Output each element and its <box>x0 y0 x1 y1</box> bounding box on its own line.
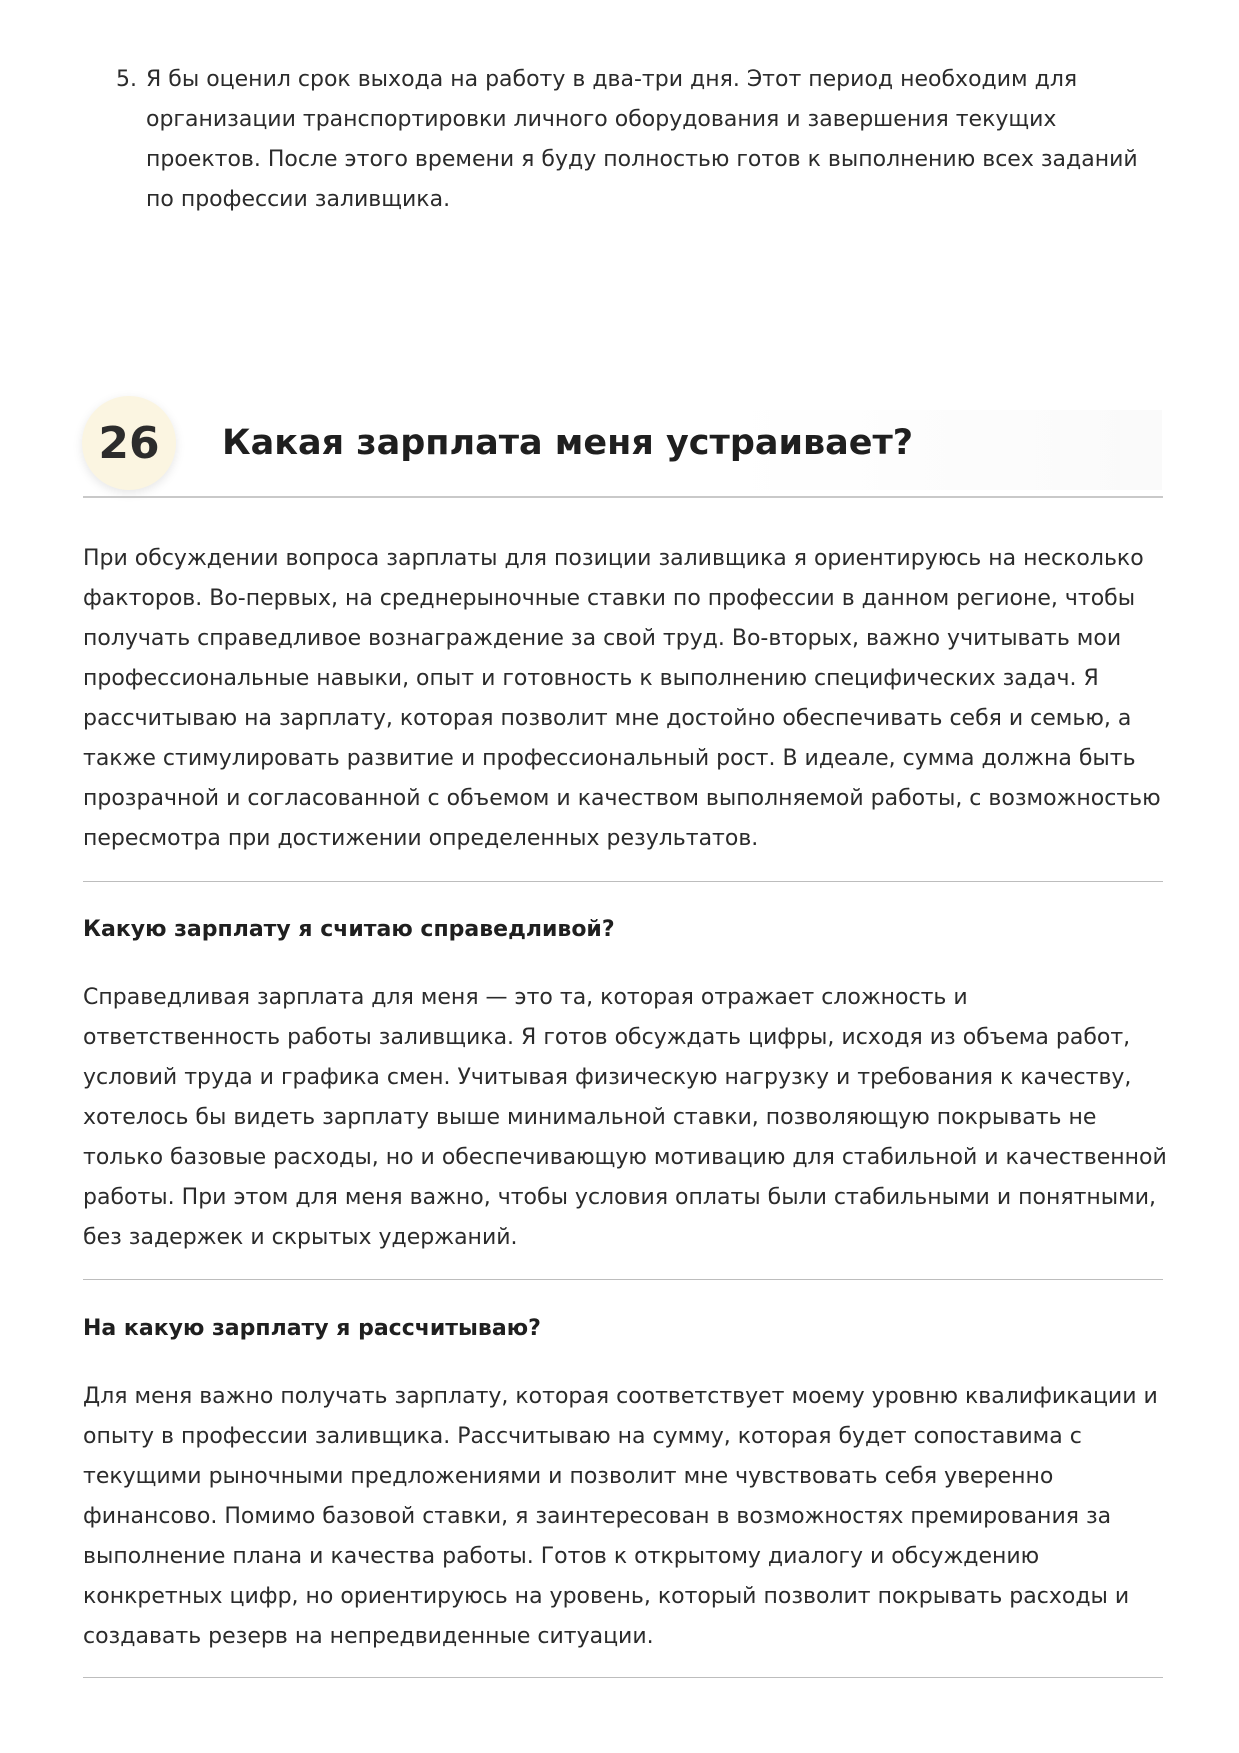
section-number-badge: 26 <box>82 396 176 490</box>
section-divider <box>83 496 1163 498</box>
section-header <box>82 392 1162 502</box>
subsection-body-fair-salary: Справедливая зарплата для меня — это та, которая отражает сложность и ответственность работы заливщика. Я готов обсуждать цифры, исходя из объема работ, условий труда и графика смен. Учитывая физическую нагрузку и требования к качеству, хотелось бы видеть зарплату выше минимальной ставки, позволяющую покрывать не только базовые расходы, но и обеспечивающую мотивацию для стабильной и качественной работы. При этом для меня важно, чтобы условия оплаты были стабильными и понятными, без задержек и скрытых удержаний. <box>83 985 1167 1250</box>
divider <box>83 881 1163 882</box>
divider <box>83 1677 1163 1678</box>
list-item-number: 5. <box>116 67 137 92</box>
divider <box>83 1279 1163 1280</box>
list-item-5 <box>116 60 1146 220</box>
subsection-body-expected-salary: Для меня важно получать зарплату, которая соответствует моему уровню квалификации и опыту в профессии заливщика. Рассчитываю на сумму, которая будет сопоставима с текущими рыночными предложениями и позволит мне чувствовать себя уверенно финансово. Помимо базовой ставки, я заинтересован в возможностях премирования за выполнение плана и качества работы. Готов к открытому диалогу и обсуждению конкретных цифр, но ориентируюсь на уровень, который позволит покрывать расходы и создавать резерв на непредвиденные ситуации. <box>83 1384 1158 1649</box>
subsection-heading-fair-salary: Какую зарплату я считаю справедливой? <box>83 917 615 942</box>
subsection-heading-expected-salary: На какую зарплату я рассчитываю? <box>83 1316 541 1341</box>
section-title: Какая зарплата меня устраивает? <box>222 423 914 463</box>
intro-paragraph: При обсуждении вопроса зарплаты для позиции заливщика я ориентируюсь на несколько факторов. Во-первых, на среднерыночные ставки по профессии в данном регионе, чтобы получать справедливое вознаграждение за свой труд. Во-вторых, важно учитывать мои профессиональные навыки, опыт и готовность к выполнению специфических задач. Я рассчитываю на зарплату, которая позволит мне достойно обеспечивать себя и семью, а также стимулировать развитие и профессиональный рост. В идеале, сумма должна быть прозрачной и согласованной с объемом и качеством выполняемой работы, с возможностью пересмотра при достижении определенных результатов. <box>83 546 1161 851</box>
list-item-text: Я бы оценил срок выхода на работу в два-три дня. Этот период необходим для организации транспортировки личного оборудования и завершения текущих проектов. После этого времени я буду полностью готов к выполнению всех заданий по профессии заливщика. <box>146 67 1138 212</box>
